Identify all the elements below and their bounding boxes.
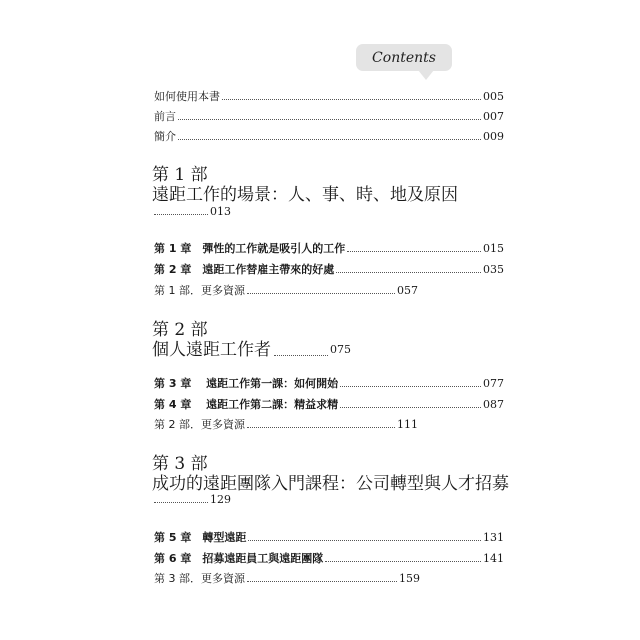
leader-dots <box>178 119 481 120</box>
toc-entry-label: 第 2 章 遠距工作替雇主帶來的好處 <box>154 263 335 276</box>
toc-entry-page: 141 <box>483 552 504 565</box>
part-2-title-row[interactable] <box>152 340 351 360</box>
toc-entry-page: 057 <box>397 284 418 297</box>
toc-entry-page: 111 <box>397 418 418 431</box>
toc-entry-page: 159 <box>399 572 420 585</box>
part-3-page: 129 <box>210 493 231 506</box>
leader-dots <box>247 581 397 582</box>
toc-entry-introduction[interactable] <box>154 128 504 144</box>
toc-entry-part-2-resources[interactable] <box>154 416 418 432</box>
contents-bubble <box>356 44 452 71</box>
toc-entry-chapter-1[interactable] <box>154 240 504 256</box>
toc-entry-page: 015 <box>483 242 504 255</box>
leader-dots <box>222 99 481 100</box>
part-2-page: 075 <box>330 343 351 356</box>
part-3-number: 第 3 部 <box>152 454 208 474</box>
toc-entry-label: 第 3 章 遠距工作第一課：如何開始 <box>154 377 339 390</box>
part-1-number: 第 1 部 <box>152 165 208 185</box>
part-2-title: 個人遠距工作者 <box>152 340 271 360</box>
part-1-title[interactable]: 遠距工作的場景：人、事、時、地及原因 <box>152 185 458 205</box>
leader-dots <box>154 502 208 503</box>
toc-entry-chapter-6[interactable] <box>154 550 504 566</box>
toc-entry-page: 087 <box>483 398 504 411</box>
toc-entry-page: 005 <box>483 90 504 103</box>
toc-entry-label: 第 1 章 彈性的工作就是吸引人的工作 <box>154 242 346 255</box>
toc-entry-label: 第 2 部．更多資源 <box>154 418 245 431</box>
toc-entry-label: 第 1 部．更多資源 <box>154 284 245 297</box>
part-3-page-row <box>154 493 231 507</box>
toc-entry-label: 第 4 章 遠距工作第二課：精益求精 <box>154 398 339 411</box>
leader-dots <box>340 407 481 408</box>
toc-entry-label: 第 5 章 轉型遠距 <box>154 531 247 544</box>
leader-dots <box>274 355 328 356</box>
part-2-number: 第 2 部 <box>152 320 208 340</box>
toc-entry-label: 如何使用本書 <box>154 90 220 103</box>
toc-entry-part-1-resources[interactable] <box>154 282 418 298</box>
contents-label: Contents <box>372 49 436 66</box>
toc-entry-part-3-resources[interactable] <box>154 570 420 586</box>
toc-entry-preface[interactable] <box>154 108 504 124</box>
part-1-page-row <box>154 205 231 219</box>
leader-dots <box>248 540 481 541</box>
toc-entry-page: 077 <box>483 377 504 390</box>
toc-entry-chapter-4[interactable] <box>154 396 504 412</box>
toc-entry-label: 第 3 部．更多資源 <box>154 572 245 585</box>
toc-entry-page: 009 <box>483 130 504 143</box>
leader-dots <box>347 251 481 252</box>
toc-entry-chapter-2[interactable] <box>154 261 504 277</box>
leader-dots <box>247 427 395 428</box>
leader-dots <box>340 386 481 387</box>
toc-entry-chapter-5[interactable] <box>154 529 504 545</box>
toc-entry-chapter-3[interactable] <box>154 375 504 391</box>
toc-entry-label: 簡介 <box>154 130 176 143</box>
leader-dots <box>178 139 481 140</box>
leader-dots <box>154 214 208 215</box>
toc-entry-page: 007 <box>483 110 504 123</box>
toc-entry-how-to-use[interactable] <box>154 88 504 104</box>
leader-dots <box>336 272 481 273</box>
part-3-title[interactable]: 成功的遠距團隊入門課程：公司轉型與人才招募 <box>152 474 509 494</box>
toc-entry-label: 前言 <box>154 110 176 123</box>
toc-entry-page: 131 <box>483 531 504 544</box>
toc-entry-page: 035 <box>483 263 504 276</box>
leader-dots <box>247 293 395 294</box>
leader-dots <box>325 561 481 562</box>
part-1-page: 013 <box>210 205 231 218</box>
toc-entry-label: 第 6 章 招募遠距員工與遠距團隊 <box>154 552 324 565</box>
